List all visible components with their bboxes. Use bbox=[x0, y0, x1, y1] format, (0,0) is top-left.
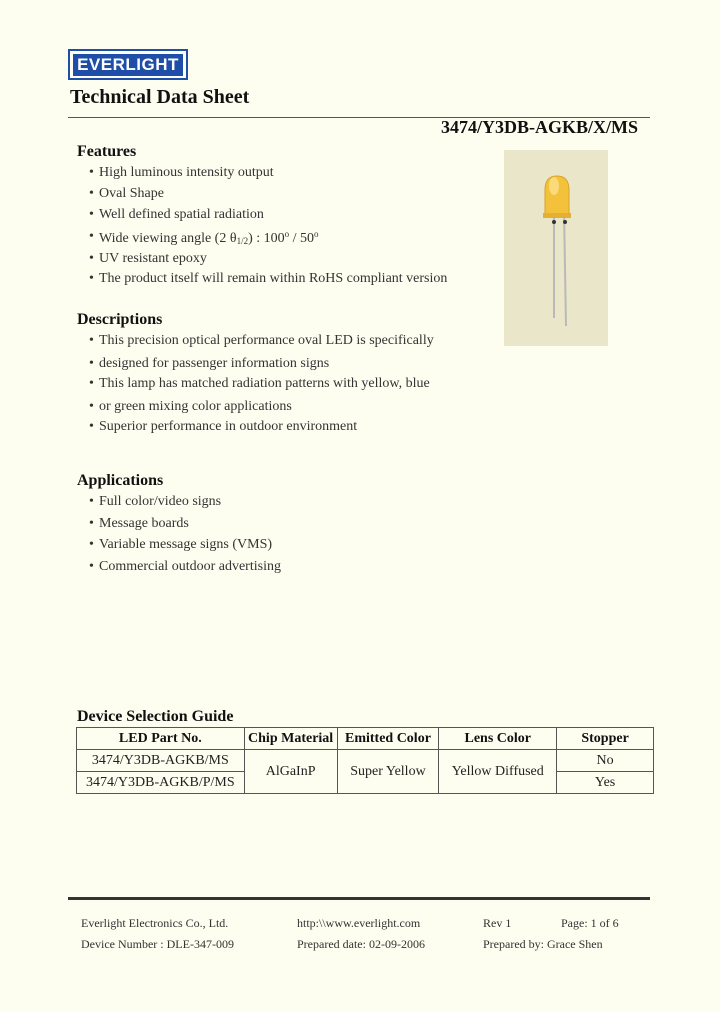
list-item-continued: • designed for passenger information signs bbox=[87, 356, 434, 376]
footer-prepared-date: Prepared date: 02-09-2006 bbox=[297, 937, 425, 951]
list-item-viewing-angle bbox=[87, 229, 447, 251]
list-item: • This lamp has matched radiation patterns with yellow, blue bbox=[87, 376, 434, 399]
list-item: • UV resistant epoxy bbox=[87, 251, 447, 271]
descriptions-heading: Descriptions bbox=[77, 311, 163, 328]
everlight-logo bbox=[68, 49, 188, 80]
document-title: Technical Data Sheet bbox=[70, 86, 250, 108]
column-header: Stopper bbox=[557, 728, 654, 750]
theta-subscript: 1/2 bbox=[236, 236, 249, 246]
footer-rev: Rev 1 bbox=[483, 916, 512, 930]
cell-part-number: 3474/Y3DB-AGKB/P/MS bbox=[77, 772, 245, 794]
cell-stopper: Yes bbox=[557, 772, 654, 794]
cell-emitted-color: Super Yellow bbox=[337, 750, 439, 794]
led-image-icon bbox=[504, 150, 608, 346]
list-item: • Commercial outdoor advertising bbox=[87, 559, 281, 581]
applications-heading: Applications bbox=[77, 472, 164, 489]
list-item: • Superior performance in outdoor environment bbox=[87, 419, 434, 441]
device-selection-table bbox=[76, 727, 654, 794]
footer-company: Everlight Electronics Co., Ltd. bbox=[81, 916, 229, 930]
features-heading: Features bbox=[77, 143, 137, 160]
column-header: Chip Material bbox=[244, 728, 337, 750]
degree-mark: o bbox=[284, 229, 290, 239]
list-item: • High luminous intensity output bbox=[87, 165, 447, 186]
applications-list bbox=[87, 494, 281, 581]
viewing-angle-prefix: Wide viewing angle (2 bbox=[99, 231, 230, 246]
cell-chip-material: AlGaInP bbox=[244, 750, 337, 794]
footer-website: http:\\www.everlight.com bbox=[297, 916, 421, 930]
features-list bbox=[87, 165, 447, 292]
part-number: 3474/Y3DB-AGKB/X/MS bbox=[440, 117, 638, 137]
table-header-row bbox=[77, 728, 654, 750]
theta-symbol: θ bbox=[229, 231, 237, 246]
footer-device-number: Device Number : DLE-347-009 bbox=[81, 937, 234, 951]
column-header: LED Part No. bbox=[77, 728, 245, 750]
list-item: • Full color/video signs bbox=[87, 494, 281, 516]
list-item: • Variable message signs (VMS) bbox=[87, 537, 281, 559]
table-row bbox=[77, 750, 654, 772]
list-item: • Message boards bbox=[87, 516, 281, 537]
degree-mark: o bbox=[314, 229, 319, 239]
column-header: Lens Color bbox=[439, 728, 557, 750]
logo-text: EVERLIGHT bbox=[73, 54, 183, 76]
descriptions-list bbox=[87, 333, 434, 441]
viewing-angle-value: ) : 100 bbox=[248, 231, 285, 246]
cell-stopper: No bbox=[557, 750, 654, 772]
column-header: Emitted Color bbox=[337, 728, 439, 750]
led-photo bbox=[504, 150, 608, 346]
list-item: • Oval Shape bbox=[87, 186, 447, 207]
list-item: • This precision optical performance oval LED is specifically bbox=[87, 333, 434, 356]
footer-page: Page: 1 of 6 bbox=[561, 916, 619, 930]
viewing-angle-sep: / 50 bbox=[289, 231, 315, 246]
list-item-continued: • or green mixing color applications bbox=[87, 399, 434, 419]
footer-prepared-by: Prepared by: Grace Shen bbox=[483, 937, 603, 951]
list-item: • The product itself will remain within RoHS compliant version bbox=[87, 271, 447, 292]
guide-heading: Device Selection Guide bbox=[77, 708, 234, 725]
footer-divider bbox=[68, 897, 650, 900]
cell-lens-color: Yellow Diffused bbox=[439, 750, 557, 794]
list-item: • Well defined spatial radiation bbox=[87, 207, 447, 229]
cell-part-number: 3474/Y3DB-AGKB/MS bbox=[77, 750, 245, 772]
